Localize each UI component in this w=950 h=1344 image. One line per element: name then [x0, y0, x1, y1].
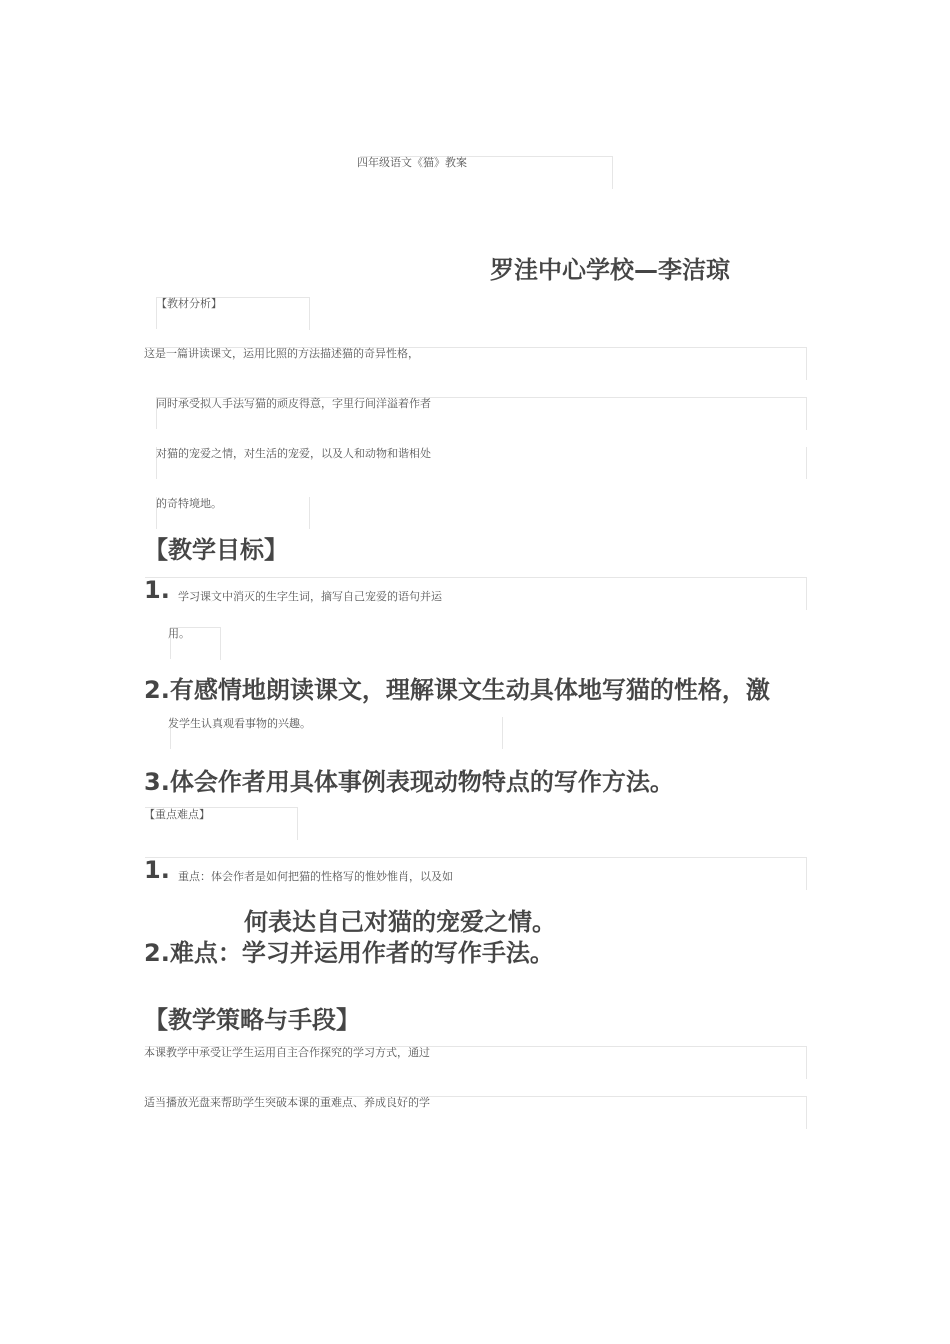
doc-title: 四年级语文《猫》教案 — [357, 156, 467, 169]
analysis-line-1: 这是一篇讲读课文，运用比照的方法描述猫的奇异性格， — [144, 347, 419, 360]
key-2-text: 2.难点：学习并运用作者的写作手法。 — [144, 939, 554, 967]
goal-2-text: 2.有感情地朗读课文，理解课文生动具体地写猫的性格，激 — [144, 676, 770, 704]
goal-1-cont: 用。 — [168, 627, 190, 640]
key-1-cont: 何表达自己对猫的宠爱之情。 — [244, 908, 556, 936]
analysis-heading: 【教材分析】 — [156, 297, 222, 310]
goal-3-text: 3.体会作者用具体事例表现动物特点的写作方法。 — [144, 768, 674, 796]
key-heading: 【重点难点】 — [144, 808, 210, 821]
strategy-line-1: 本课教学中承受让学生运用自主合作探究的学习方式，通过 — [144, 1046, 430, 1059]
strategy-heading: 【教学策略与手段】 — [144, 1006, 360, 1034]
goals-heading: 【教学目标】 — [144, 536, 288, 564]
key-1-number: 1. — [144, 856, 170, 884]
analysis-line-2: 同时承受拟人手法写猫的顽皮得意，字里行间洋溢着作者 — [156, 397, 431, 410]
goal-1-number: 1. — [144, 576, 170, 604]
goal-2-cont: 发学生认真观看事物的兴趣。 — [168, 717, 311, 730]
key-1-text: 重点：体会作者是如何把猫的性格写的惟妙惟肖，以及如 — [178, 870, 453, 883]
analysis-line-4: 的奇特境地。 — [156, 497, 222, 510]
author-line: 罗洼中心学校—李洁琼 — [490, 256, 730, 284]
analysis-line-3: 对猫的宠爱之情，对生活的宠爱，以及人和动物和谐相处 — [156, 447, 431, 460]
strategy-line-2: 适当播放光盘来帮助学生突破本课的重难点、养成良好的学 — [144, 1096, 430, 1109]
goal-1-text: 学习课文中消灭的生字生词，摘写自己宠爱的语句并运 — [178, 590, 442, 603]
